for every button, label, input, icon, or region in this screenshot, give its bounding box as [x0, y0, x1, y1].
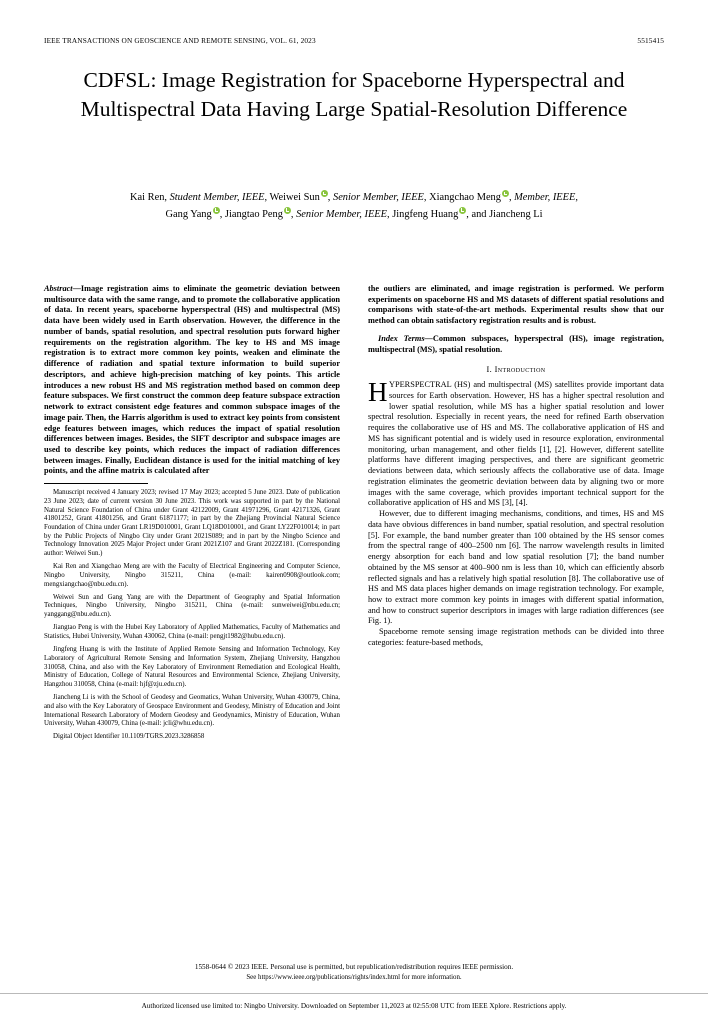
journal-header-left: IEEE TRANSACTIONS ON GEOSCIENCE AND REMOTE SENSING, VOL. 61, 2023: [44, 36, 316, 45]
rights-link-line: See https://www.ieee.org/publications/rights/index.html for more information.: [246, 973, 462, 981]
intro-paragraph-2: However, due to different imaging mechanisms, conditions, and times, HS and MS data have obvious differences in band number, spatial resolution, and spectral resolution [5]. For example, the band number greater than 100 obtained by the HS sensor comes from the spectral range of 400–2500 nm [6]. The narrow wavelength results in limited energy absorption for each band and low spatial resolution [7]; the band number obtained by the MS sensor at 400–900 nm is less than 10, which can efficiently absorb reflected signals and has a relatively high spatial resolution [8]. The collaborative use of HS and MS data places higher demands on image registration technology. For example, how to extract more common key points in images with different spatial information, and how to construct superior descriptors in images with large radiation differences (see Fig. 1).: [368, 509, 664, 626]
footnote-divider: [44, 483, 148, 484]
author-membership-2: Senior Member, IEEE: [333, 192, 424, 203]
author-sep-2: ,: [508, 192, 515, 203]
author-jiancheng-li: , and Jiancheng Li: [466, 208, 543, 220]
footnote-doi: Digital Object Identifier 10.1109/TGRS.2023.3286858: [53, 733, 205, 741]
abstract-paragraph: [44, 284, 340, 477]
footnote-affiliation-2: Weiwei Sun and Gang Yang are with the Department of Geography and Spatial Information Techniques, Ningbo University, Ningbo 315211, China (e-mail: sunweiwei@nbu.edu.cn; yanggang@nbu.edu.cn).: [44, 593, 340, 619]
intro-paragraph-3: Spaceborne remote sensing image registration methods can be divided into three categories: feature-based methods,: [368, 627, 664, 647]
author-list: [52, 190, 656, 224]
intro-paragraph-1-text: YPERSPECTRAL (HS) and multispectral (MS) satellites provide important data sources for Earth observation. However, HS has a higher spectral resolution and lower spatial resolution, while MS has a higher spatial resolution and lower spectral resolution. Especially in recent years, the need for refined Earth observation requires the collaborative use of HS and MS. The collaborative application of HS and MS has significant potential and is widely used in resource exploration, environmental monitoring, urban management, and other fields [1], [2]. However, different satellite platforms have different imaging perspectives, and there are significant geometric deviations between data, which seriously affects the collaborative use of data. Image registration eliminates the geometric deviation between data by aligning two or more images with the same coverage, which provides important technical support for the collaborative application of HS and MS [3], [4].: [368, 380, 664, 508]
footnote-manuscript: Manuscript received 4 January 2023; revised 17 May 2023; accepted 5 June 2023. Date of publication 23 June 2023; date of current version 30 June 2023. This work was supported in part by the National Natural Science Foundation of China under Grant 42122009, Grant 41971296, Grant 42171326, Grant 41801252, Grant 41801256, and Grant 61871177; in part by the Zhejiang Provincial Natural Science Foundation of China under Grant LR19D010001, Grant LQ18D010001, and Grant LY22F010014; in part by the Public Projects of Ningbo City under Grant 2021S089; and in part by the Ningbo Science and Technology Innovation 2025 Major Project under Grant 2021Z107 and Grant 2022Z181. (Corresponding author: Weiwei Sun.): [44, 489, 340, 558]
column-left: [44, 284, 340, 747]
orcid-icon[interactable]: [213, 207, 220, 214]
author-comma-1: ,: [575, 192, 578, 203]
orcid-icon[interactable]: [284, 207, 291, 214]
author-sep-1: ,: [327, 192, 333, 203]
footnote-affiliation-3: Jiangtao Peng is with the Hubei Key Laboratory of Applied Mathematics, Faculty of Mathematics and Statistics, Hubei University, Wuhan 430062, China (e-mail: pengjt1982@hubu.edu.cn).: [44, 624, 340, 641]
copyright-footer: [44, 963, 664, 982]
author-xiangchao-meng: , Xiangchao Meng: [423, 192, 501, 203]
download-notice-text: Authorized licensed use limited to: Ningbo University. Downloaded on September 11,2023 at 02:55:08 UTC from IEEE Xplore. Restrictions apply.: [141, 1002, 567, 1010]
author-jiangtao-peng: , Jiangtao Peng: [219, 208, 283, 220]
orcid-icon[interactable]: [321, 190, 328, 197]
section-heading-introduction: I. Introduction: [486, 365, 546, 375]
drop-cap: H: [368, 377, 388, 408]
index-terms-label: Index Terms—: [378, 333, 433, 343]
footnote-affiliation-4: Jingfeng Huang is with the Institute of Applied Remote Sensing and Information Technology, Key Laboratory of Agricultural Remote Sensing and Information System, Zhejiang University, Hangzhou 310058, China, and also with the Key Laboratory of Environment Remediation and Ecological Health, Ministry of Education, College of Natural Resources and Environmental Science, Zhejiang University, Hangzhou 310058, China (e-mail: hjf@zju.edu.cn).: [44, 646, 340, 688]
orcid-icon[interactable]: [502, 190, 509, 197]
intro-paragraph-1: [368, 377, 664, 509]
author-sep-3: ,: [290, 208, 297, 220]
author-jingfeng-huang: , Jingfeng Huang: [387, 208, 459, 220]
footnotes: [44, 489, 340, 742]
author-gang-yang: Gang Yang: [165, 208, 212, 220]
abstract-continued: the outliers are eliminated, and image registration is performed. We perform experiments on spaceborne HS and MS datasets of different spatial resolutions and comparisons with state-of-the-art methods. Experimental results show that our method can obtain satisfactory registration results and is robust.: [368, 284, 664, 326]
author-membership-3: Member, IEEE: [514, 192, 576, 203]
download-notice-bar: [0, 993, 708, 1024]
article-body: [44, 284, 664, 964]
abstract-label: Abstract—: [44, 284, 81, 293]
abstract-text: Image registration aims to eliminate the geometric deviation between multisource data with the same range, and to promote the collaborative application of data. In recent years, spaceborne hyperspectral (HS) and multispectral (MS) data have been widely used in Earth observation. However, the difference in the number of bands, spatial resolution, and spectral resolution puts forward higher requirements on the registration algorithm. The key to HS and MS image registration is to extract more common key points, weaken and eliminate the difference of radiation and spatial texture information to build superior descriptors, and achieve high-precision matching of key points. This article introduces a new robust HS and MS registration method based on common deep feature subspaces. We first construct the common deep feature subspace extraction network to extract consistent edge features and common subspace images of the image pair. Then, the Harris algorithm is used to extract key points from consistent edge features between images, which reduces the impact of spatial resolution differences between images. Besides, the SIFT descriptor and subspace images are used to describe key points, which reduces the impact of radiation differences between images. Finally, Euclidean distance is used for the initial matching of key points, and the affine matrix is calculated after: [44, 284, 340, 476]
page-header: [44, 36, 664, 45]
page-title: CDFSL: Image Registration for Spaceborne Hyperspectral and Multispectral Data Having Large Spatial-Resolution Difference: [80, 68, 628, 122]
author-kai-ren: Kai Ren,: [130, 192, 170, 203]
copyright-line: 1558-0644 © 2023 IEEE. Personal use is permitted, but republication/redistribution requires IEEE permission.: [194, 962, 514, 971]
column-right: [368, 284, 664, 649]
index-terms-text: Common subspaces, hyperspectral (HS), image registration, multispectral (MS), spatial resolution.: [368, 333, 664, 354]
author-membership-4: Senior Member, IEEE: [296, 208, 388, 220]
author-membership-1: Student Member, IEEE: [169, 192, 265, 203]
index-terms: [368, 334, 664, 355]
footnote-affiliation-1: Kai Ren and Xiangchao Meng are with the Faculty of Electrical Engineering and Computer Science, Ningbo University, Ningbo 315211, China (e-mail: kairen0908@outlook.com; mengxiangchao@nbu.edu.cn).: [44, 563, 340, 588]
author-weiwei-sun: , Weiwei Sun: [264, 192, 320, 203]
article-number: 5515415: [637, 36, 664, 45]
footnote-affiliation-5: Jiancheng Li is with the School of Geodesy and Geomatics, Wuhan University, Wuhan 430079, China, and also with the Key Laboratory of Geospace Environment and Geodesy, Ministry of Education and Joint International Research Laboratory of Modern Geodesy and Geodynamics, Ministry of Education, Wuhan University, Wuhan 430079, China (e-mail: jcli@whu.edu.cn).: [44, 694, 340, 728]
